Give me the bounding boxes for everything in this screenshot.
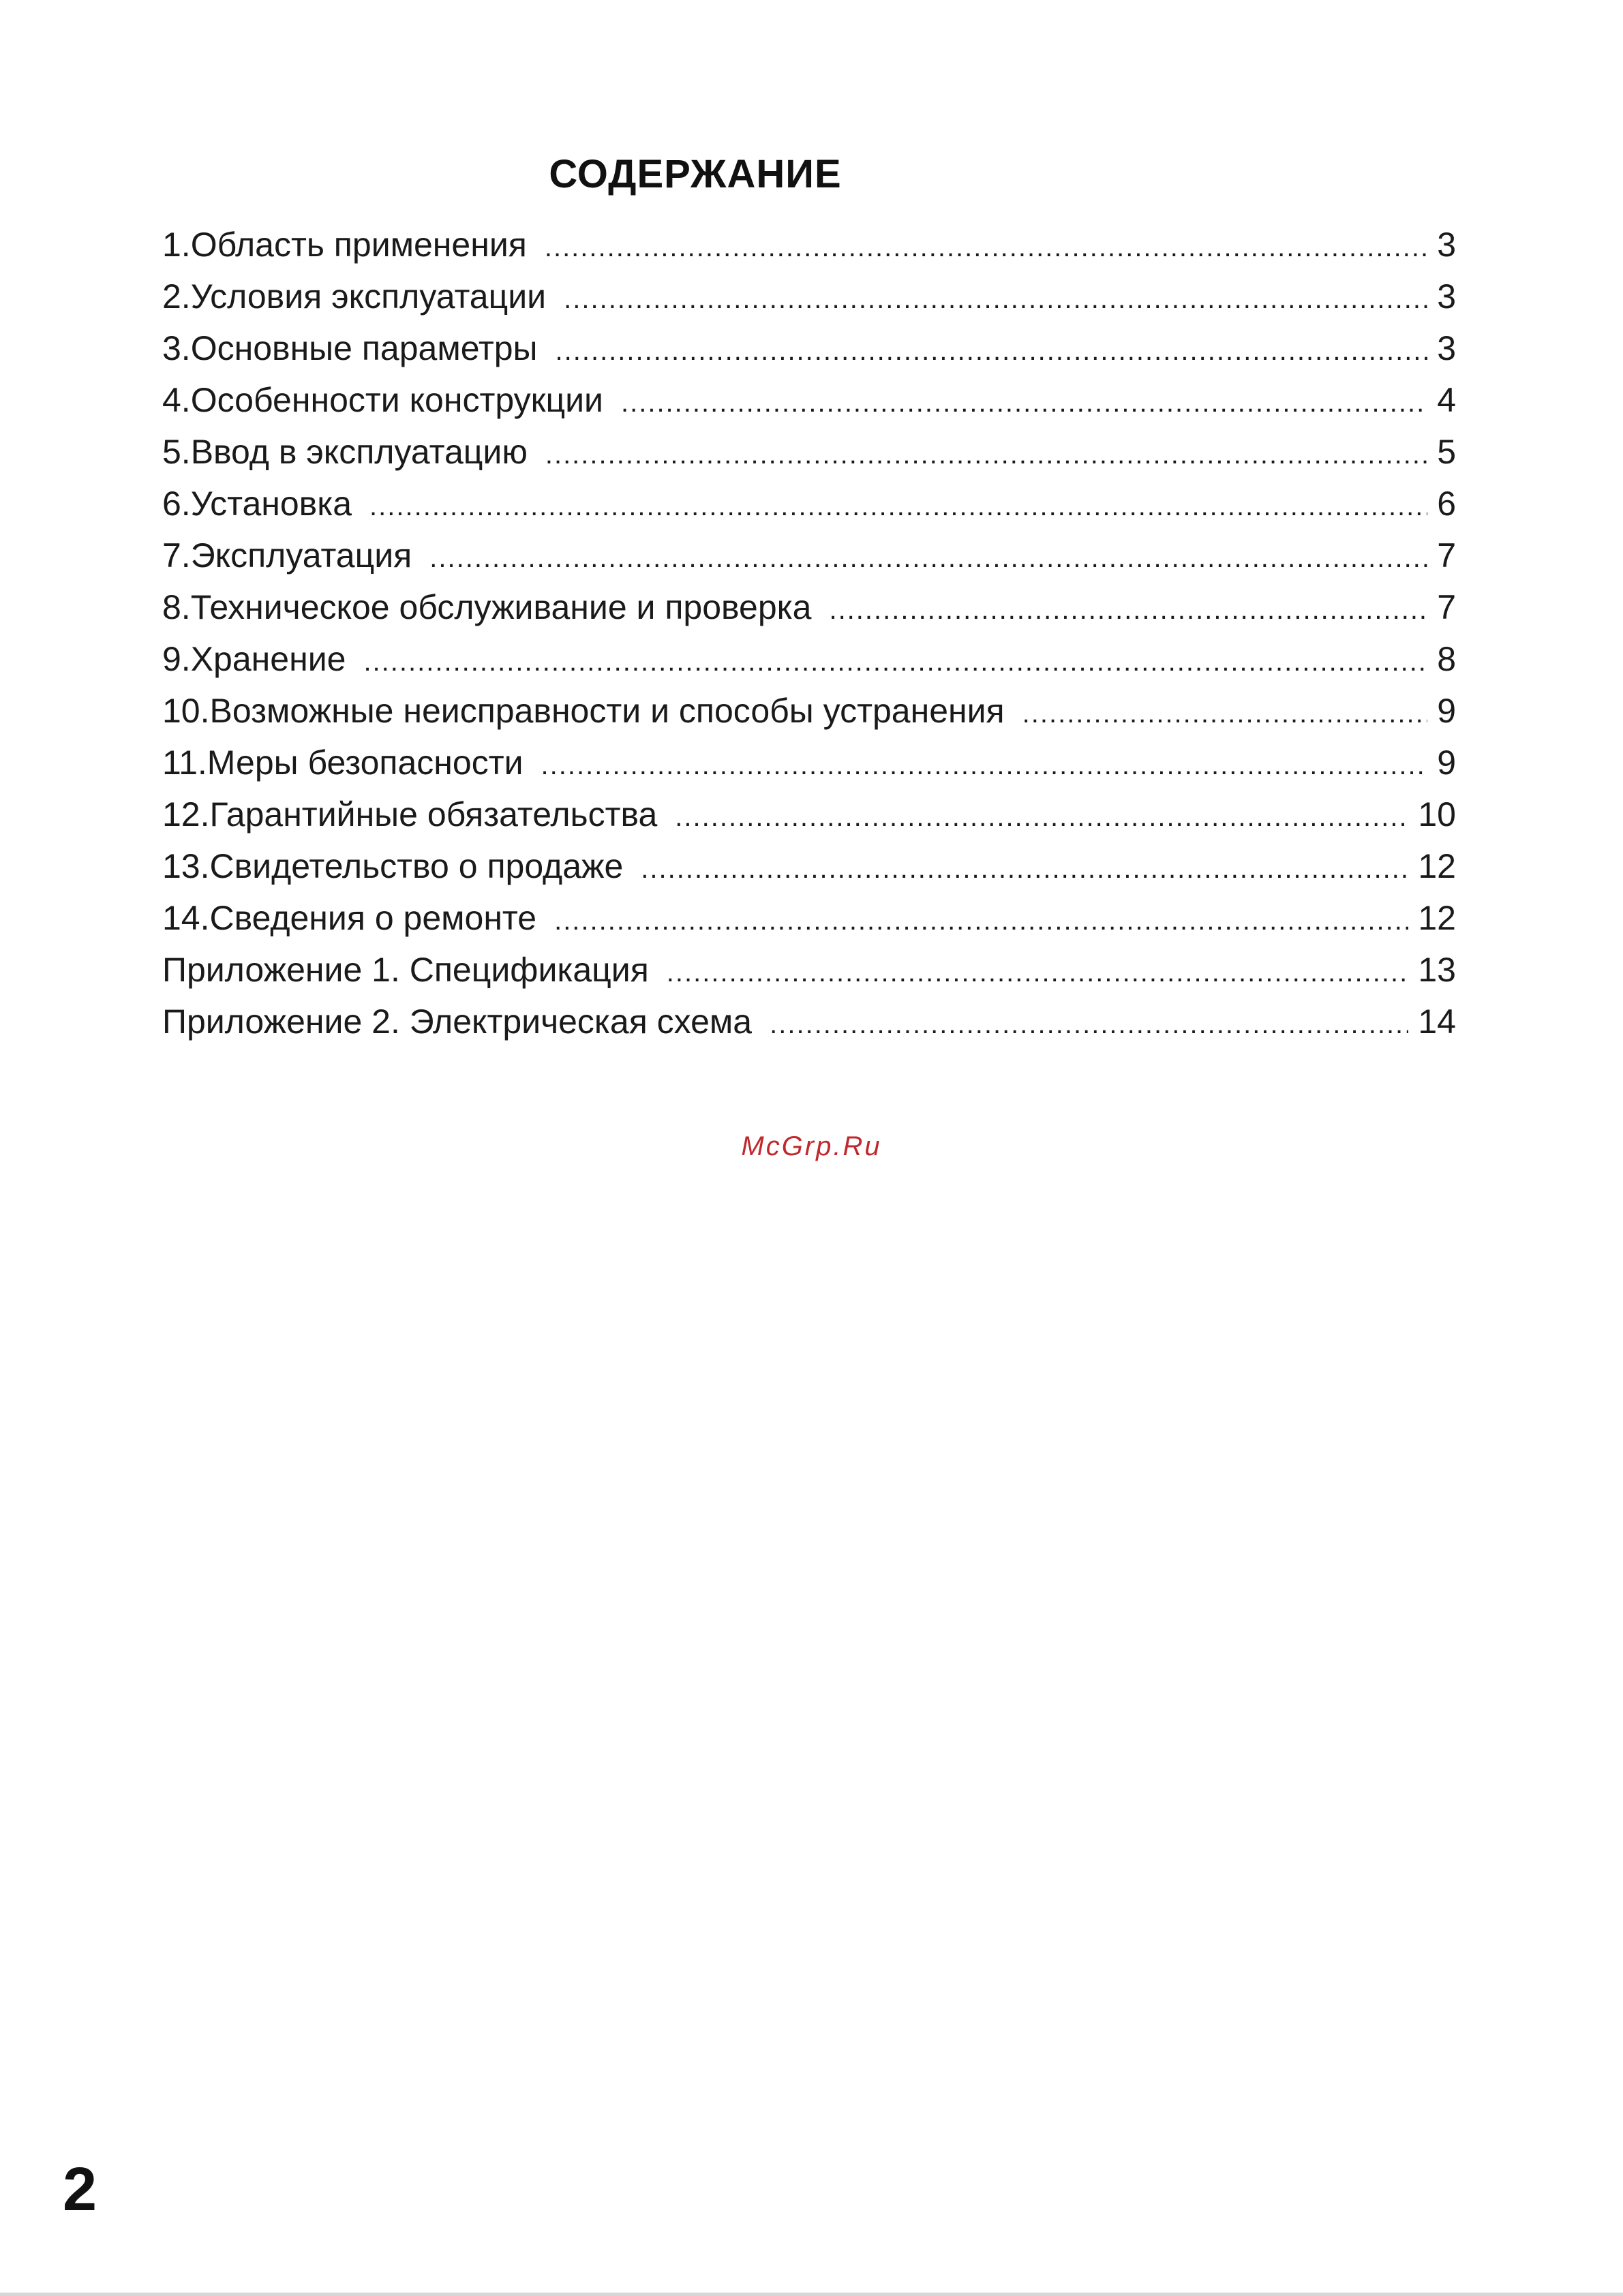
toc-entry-page: 4 [1437, 381, 1456, 419]
toc-dot-leader [541, 750, 1428, 781]
toc-entry-page: 5 [1437, 433, 1456, 471]
toc-entry-page: 13 [1418, 951, 1456, 989]
watermark-link[interactable]: McGrp.Ru [741, 1131, 882, 1161]
toc-entry-page: 3 [1437, 329, 1456, 367]
toc-entry-label: 9.Хранение [162, 640, 346, 678]
toc-entry[interactable] [162, 328, 1456, 380]
toc-entry-label: 14.Сведения о ремонте [162, 899, 537, 937]
toc-entry-page: 3 [1437, 277, 1456, 316]
toc-dot-leader [369, 491, 1427, 522]
toc-entry-label: 12.Гарантийные обязательства [162, 795, 658, 833]
page-number: 2 [63, 2156, 97, 2224]
toc-entry[interactable] [162, 743, 1456, 795]
toc-entry[interactable] [162, 846, 1456, 898]
toc-entry-label: 10.Возможные неисправности и способы устранения [162, 692, 1005, 730]
toc-dot-leader [770, 1009, 1408, 1040]
toc-entry-label: 11.Меры безопасности [162, 744, 524, 782]
toc-dot-leader [1022, 699, 1428, 729]
toc-dot-leader [667, 958, 1409, 988]
toc-entry-label: 8.Техническое обслуживание и проверка [162, 588, 812, 626]
toc-entry[interactable] [162, 639, 1456, 691]
toc-entry-label: 6.Установка [162, 485, 352, 523]
toc-dot-leader [363, 647, 1427, 677]
toc-entry-label: 1.Область применения [162, 226, 527, 264]
toc-entry[interactable] [162, 691, 1456, 743]
toc-entry-page: 3 [1437, 226, 1456, 264]
toc-dot-leader [675, 802, 1408, 833]
bottom-divider [0, 2293, 1623, 2296]
toc-entry-page: 8 [1437, 640, 1456, 678]
toc-entry[interactable] [162, 484, 1456, 536]
toc-entry[interactable] [162, 898, 1456, 950]
toc-entry-label: 3.Основные параметры [162, 329, 538, 367]
toc-entry-page: 6 [1437, 485, 1456, 523]
toc-dot-leader [556, 336, 1428, 367]
toc-dot-leader [554, 906, 1408, 936]
toc-entry-label: 7.Эксплуатация [162, 536, 412, 575]
toc-entry-label: 13.Свидетельство о продаже [162, 847, 624, 885]
toc-entry-page: 9 [1437, 744, 1456, 782]
toc-dot-leader [829, 595, 1427, 626]
toc-entry[interactable] [162, 536, 1456, 587]
toc-entry-page: 14 [1418, 1002, 1456, 1041]
toc-entry-page: 10 [1418, 795, 1456, 833]
toc-entry[interactable] [162, 225, 1456, 277]
toc-dot-leader [621, 388, 1427, 418]
toc-entry-page: 12 [1418, 847, 1456, 885]
page-title: СОДЕРЖАНИЕ [549, 152, 842, 196]
toc-entry-page: 7 [1437, 588, 1456, 626]
toc-dot-leader [545, 232, 1427, 263]
toc-dot-leader [429, 543, 1427, 574]
toc-dot-leader [564, 284, 1427, 315]
toc-entry[interactable] [162, 950, 1456, 1002]
toc-entry[interactable] [162, 277, 1456, 328]
toc-entry-page: 12 [1418, 899, 1456, 937]
toc-entry[interactable] [162, 380, 1456, 432]
toc-entry-page: 9 [1437, 692, 1456, 730]
toc-entry[interactable] [162, 795, 1456, 846]
toc-dot-leader [641, 854, 1408, 885]
toc-entry-label: Приложение 2. Электрическая схема [162, 1002, 753, 1041]
toc-entry-label: 4.Особенности конструкции [162, 381, 603, 419]
toc-entry-label: 5.Ввод в эксплуатацию [162, 433, 528, 471]
toc-entry-label: Приложение 1. Спецификация [162, 951, 649, 989]
toc-entry-label: 2.Условия эксплуатации [162, 277, 547, 316]
toc-entry-page: 7 [1437, 536, 1456, 575]
toc-entry[interactable] [162, 587, 1456, 639]
toc-entry[interactable] [162, 432, 1456, 484]
toc-entry[interactable] [162, 1002, 1456, 1054]
table-of-contents [162, 225, 1456, 1054]
toc-dot-leader [545, 440, 1427, 470]
